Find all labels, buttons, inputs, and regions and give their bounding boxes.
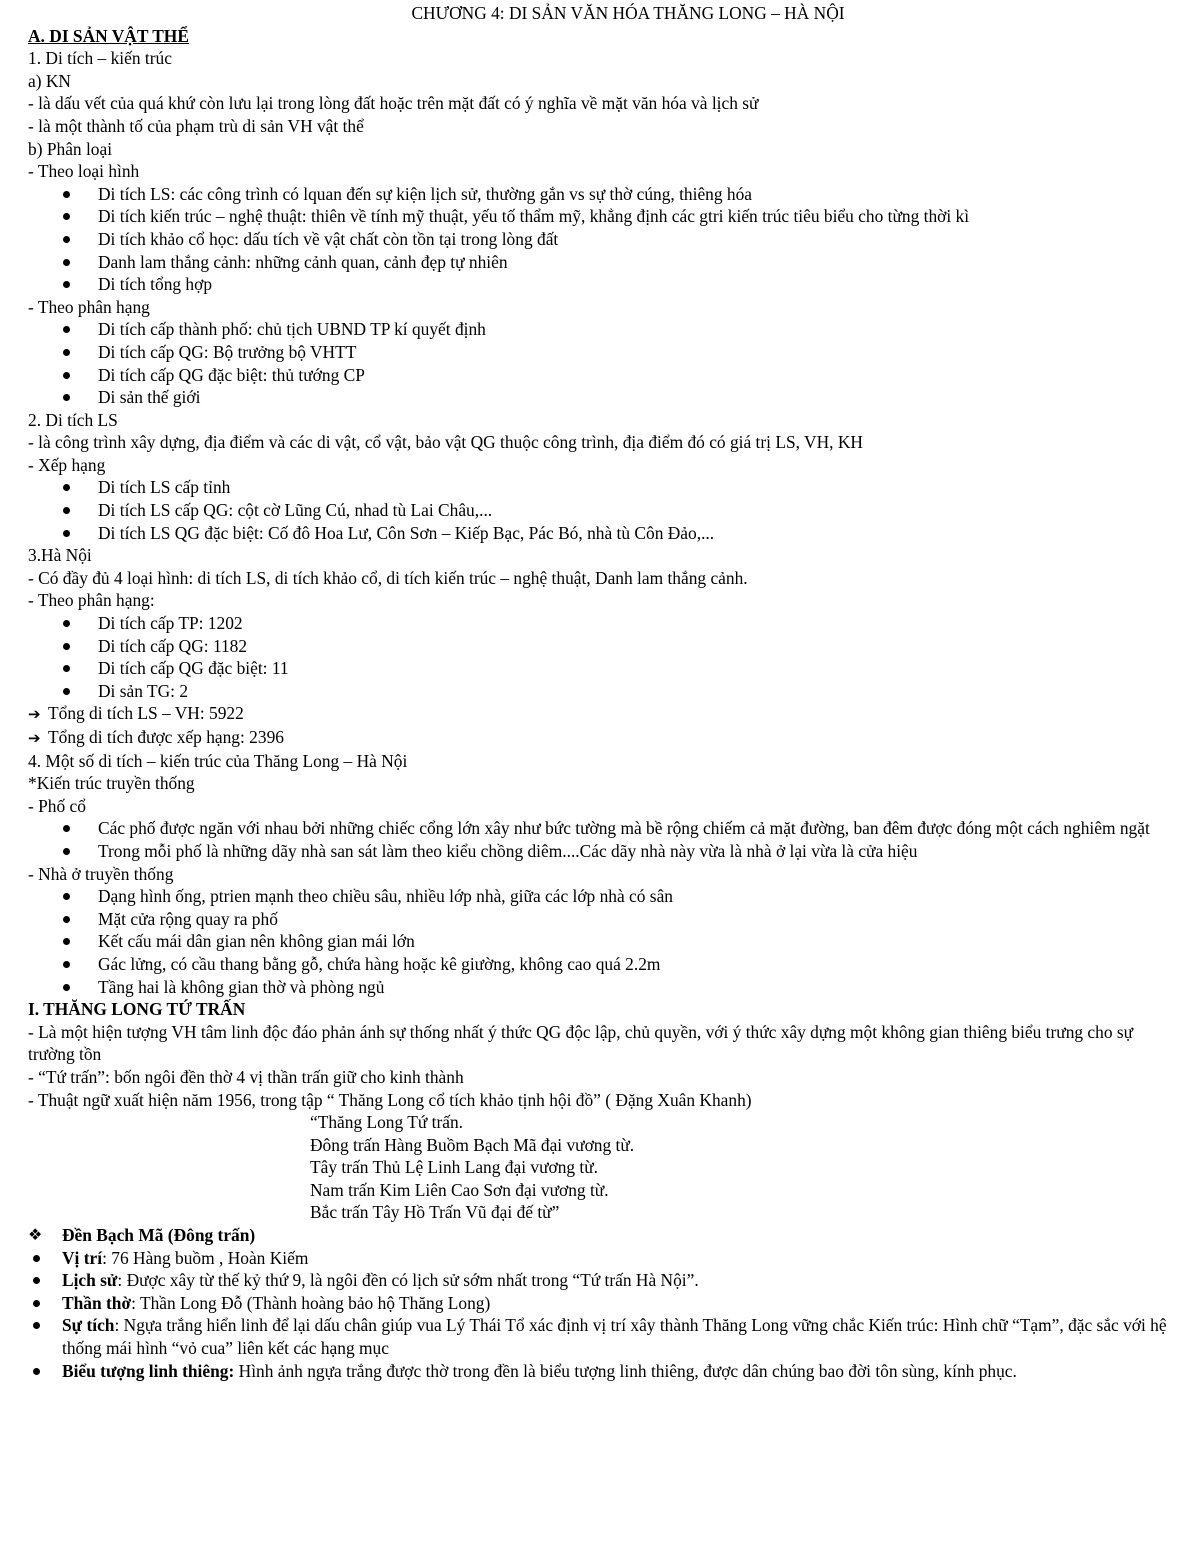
list-item: Di tích LS cấp tỉnh <box>98 476 1178 499</box>
chapter-title: CHƯƠNG 4: DI SẢN VĂN HÓA THĂNG LONG – HÀ NỘI <box>411 3 845 23</box>
fact-label: Thần thờ <box>62 1292 132 1313</box>
fact-label: Sự tích <box>62 1315 115 1336</box>
total-line <box>28 726 1178 750</box>
fact-sep: : <box>102 1247 112 1268</box>
total-line <box>28 702 1178 726</box>
fact-label: Vị trí <box>62 1247 103 1268</box>
xep-hang-list <box>28 476 1178 544</box>
list-item: Tầng hai là không gian thờ và phòng ngủ <box>98 976 1178 999</box>
s2-definition: - là công trình xây dựng, địa điểm và các di vật, cổ vật, bảo vật QG thuộc công trình, địa điểm đó có giá trị LS, VH, KH <box>28 432 863 453</box>
fact-sep: : <box>131 1292 140 1313</box>
list-item: Mặt cửa rộng quay ra phố <box>98 908 1178 931</box>
list-item: Gác lửng, có cầu thang bằng gỗ, chứa hàng hoặc kê giường, không cao quá 2.2m <box>98 953 1178 976</box>
poem-line: Bắc trấn Tây Hồ Trấn Vũ đại đế từ” <box>310 1202 560 1223</box>
s1-kn-line: - là một thành tố của phạm trù di sản VH vật thể <box>28 115 364 136</box>
list-item <box>62 1269 1178 1292</box>
list-item <box>62 1292 1178 1315</box>
list-item <box>62 1247 1178 1270</box>
list-item <box>62 1314 1178 1359</box>
list-item: Di tích cấp QG đặc biệt: thủ tướng CP <box>98 364 1178 387</box>
list-item: Di tích kiến trúc – nghệ thuật: thiên về tính mỹ thuật, yếu tố thẩm mỹ, khẳng định các gtri kiến trúc tiêu biểu cho từng thời kì <box>98 205 1178 228</box>
list-item: Di tích cấp QG đặc biệt: 11 <box>98 657 1178 680</box>
list-item: Trong mỗi phố là những dãy nhà san sát làm theo kiểu chồng diêm....Các dãy nhà này vừa là nhà ở lại vừa là cửa hiệu <box>98 840 1178 863</box>
section-i-line: - Thuật ngữ xuất hiện năm 1956, trong tập “ Thăng Long cổ tích khảo tịnh hội đồ” ( Đặng Xuân Khanh) <box>28 1089 752 1110</box>
phan-hang-list <box>28 318 1178 408</box>
fact-text: Ngựa trắng hiển linh để lại dấu chân giúp vua Lý Thái Tổ xác định vị trí xây thành Thăng Long vững chắc Kiến trúc: Hình chữ “Tạm”, đặc sắc với hệ thống mái hình “vỏ cua” liên kết các hạng mục <box>62 1315 1167 1359</box>
s2-heading: 2. Di tích LS <box>28 409 118 430</box>
total-text: Tổng di tích được xếp hạng: 2396 <box>48 727 284 747</box>
poem <box>28 1111 1178 1224</box>
pho-co-list <box>28 817 1178 862</box>
section-i-heading: I. THĂNG LONG TỨ TRẤN <box>28 999 246 1020</box>
s1-kn-heading: a) KN <box>28 70 71 91</box>
list-item: Di tích tổng hợp <box>98 273 1178 296</box>
section-i-line: - “Tứ trấn”: bốn ngôi đền thờ 4 vị thần trấn giữ cho kinh thành <box>28 1066 464 1087</box>
fact-label: Lịch sử <box>62 1270 118 1291</box>
arrow-right-icon: ➔ <box>28 729 41 747</box>
s3-heading: 3.Hà Nội <box>28 545 92 566</box>
list-item: Danh lam thắng cảnh: những cảnh quan, cảnh đẹp tự nhiên <box>98 251 1178 274</box>
fact-sep: : <box>117 1270 127 1291</box>
list-item: Dạng hình ống, ptrien mạnh theo chiều sâu, nhiều lớp nhà, giữa các lớp nhà có sân <box>98 885 1178 908</box>
arrow-right-icon: ➔ <box>28 705 41 724</box>
list-item: Di tích khảo cổ học: dấu tích về vật chất còn tồn tại trong lòng đất <box>98 228 1178 251</box>
list-item: Kết cấu mái dân gian nên không gian mái lớn <box>98 930 1178 953</box>
s1-loai-hinh-heading: - Theo loại hình <box>28 161 140 182</box>
list-item: Di tích cấp TP: 1202 <box>98 612 1178 635</box>
list-item: Di sản TG: 2 <box>98 680 1178 703</box>
poem-line: “Thăng Long Tứ trấn. <box>310 1112 464 1133</box>
s1-heading: 1. Di tích – kiến trúc <box>28 48 172 69</box>
s1-pl-heading: b) Phân loại <box>28 138 113 159</box>
diamond-bullet-icon: ❖ <box>28 1225 43 1245</box>
section-i-line: - Là một hiện tượng VH tâm linh độc đáo phản ánh sự thống nhất ý thức QG độc lập, chủ quyền, với ý thức xây dựng một không gian thiêng biểu trưng cho sự trường tồn <box>28 1021 1134 1065</box>
list-item: Di tích cấp thành phố: chủ tịch UBND TP kí quyết định <box>98 318 1178 341</box>
fact-text: Hình ảnh ngựa trắng được thờ trong đền là biểu tượng linh thiêng, được dân chúng bao đời tôn sùng, kính phục. <box>238 1360 1017 1381</box>
s3-phan-hang-heading: - Theo phân hạng: <box>28 590 155 611</box>
nha-o-list <box>28 885 1178 998</box>
section-a-heading: A. DI SẢN VẬT THỂ <box>28 25 189 46</box>
fact-label: Biểu tượng linh thiêng: <box>62 1360 235 1381</box>
poem-line: Đông trấn Hàng Buồm Bạch Mã đại vương từ. <box>310 1134 635 1155</box>
fact-text: Được xây từ thế kỷ thứ 9, là ngôi đền có lịch sử sớm nhất trong “Tứ trấn Hà Nội”. <box>126 1270 699 1291</box>
poem-line: Tây trấn Thủ Lệ Linh Lang đại vương từ. <box>310 1157 599 1178</box>
list-item: Di tích LS QG đặc biệt: Cố đô Hoa Lư, Côn Sơn – Kiếp Bạc, Pác Bó, nhà tù Côn Đảo,... <box>98 522 1178 545</box>
list-item: Các phố được ngăn với nhau bởi những chiếc cổng lớn xây như bức tường mà bề rộng chiếm cả mặt đường, ban đêm được đóng một cách nghiêm ngặt <box>98 817 1178 840</box>
fact-text: 76 Hàng buồm , Hoàn Kiếm <box>111 1247 309 1268</box>
s4-pho-co-heading: - Phố cổ <box>28 795 86 816</box>
s4-kt-heading: *Kiến trúc truyền thống <box>28 773 195 794</box>
s3-line: - Có đầy đủ 4 loại hình: di tích LS, di tích khảo cổ, di tích kiến trúc – nghệ thuật, Danh lam thắng cảnh. <box>28 567 748 588</box>
poem-line: Nam trấn Kim Liên Cao Sơn đại vương từ. <box>310 1179 609 1200</box>
list-item: Di sản thế giới <box>98 386 1178 409</box>
list-item: Di tích LS: các công trình có lquan đến sự kiện lịch sử, thường gắn vs sự thờ cúng, thiêng hóa <box>98 183 1178 206</box>
list-item: Di tích cấp QG: 1182 <box>98 635 1178 658</box>
s2-xep-hang-heading: - Xếp hạng <box>28 454 106 475</box>
fact-sep: : <box>114 1315 124 1336</box>
list-item: Di tích cấp QG: Bộ trưởng bộ VHTT <box>98 341 1178 364</box>
list-item <box>62 1360 1178 1383</box>
fact-text: Thần Long Đỗ (Thành hoàng bảo hộ Thăng Long) <box>139 1292 491 1313</box>
total-text: Tổng di tích LS – VH: 5922 <box>48 703 244 724</box>
s1-phan-hang-heading: - Theo phân hạng <box>28 296 150 317</box>
s4-nha-o-heading: - Nhà ở truyền thống <box>28 863 174 884</box>
s4-heading: 4. Một số di tích – kiến trúc của Thăng Long – Hà Nội <box>28 750 408 771</box>
hanoi-phan-hang-list <box>28 612 1178 702</box>
bach-ma-heading <box>28 1224 1178 1247</box>
loai-hinh-list <box>28 183 1178 296</box>
s1-kn-line: - là dấu vết của quá khứ còn lưu lại trong lòng đất hoặc trên mặt đất có ý nghĩa về mặt văn hóa và lịch sử <box>28 93 759 114</box>
bach-ma-title: Đền Bạch Mã (Đông trấn) <box>62 1225 256 1246</box>
bach-ma-facts <box>28 1247 1178 1383</box>
list-item: Di tích LS cấp QG: cột cờ Lũng Cú, nhad tù Lai Châu,... <box>98 499 1178 522</box>
